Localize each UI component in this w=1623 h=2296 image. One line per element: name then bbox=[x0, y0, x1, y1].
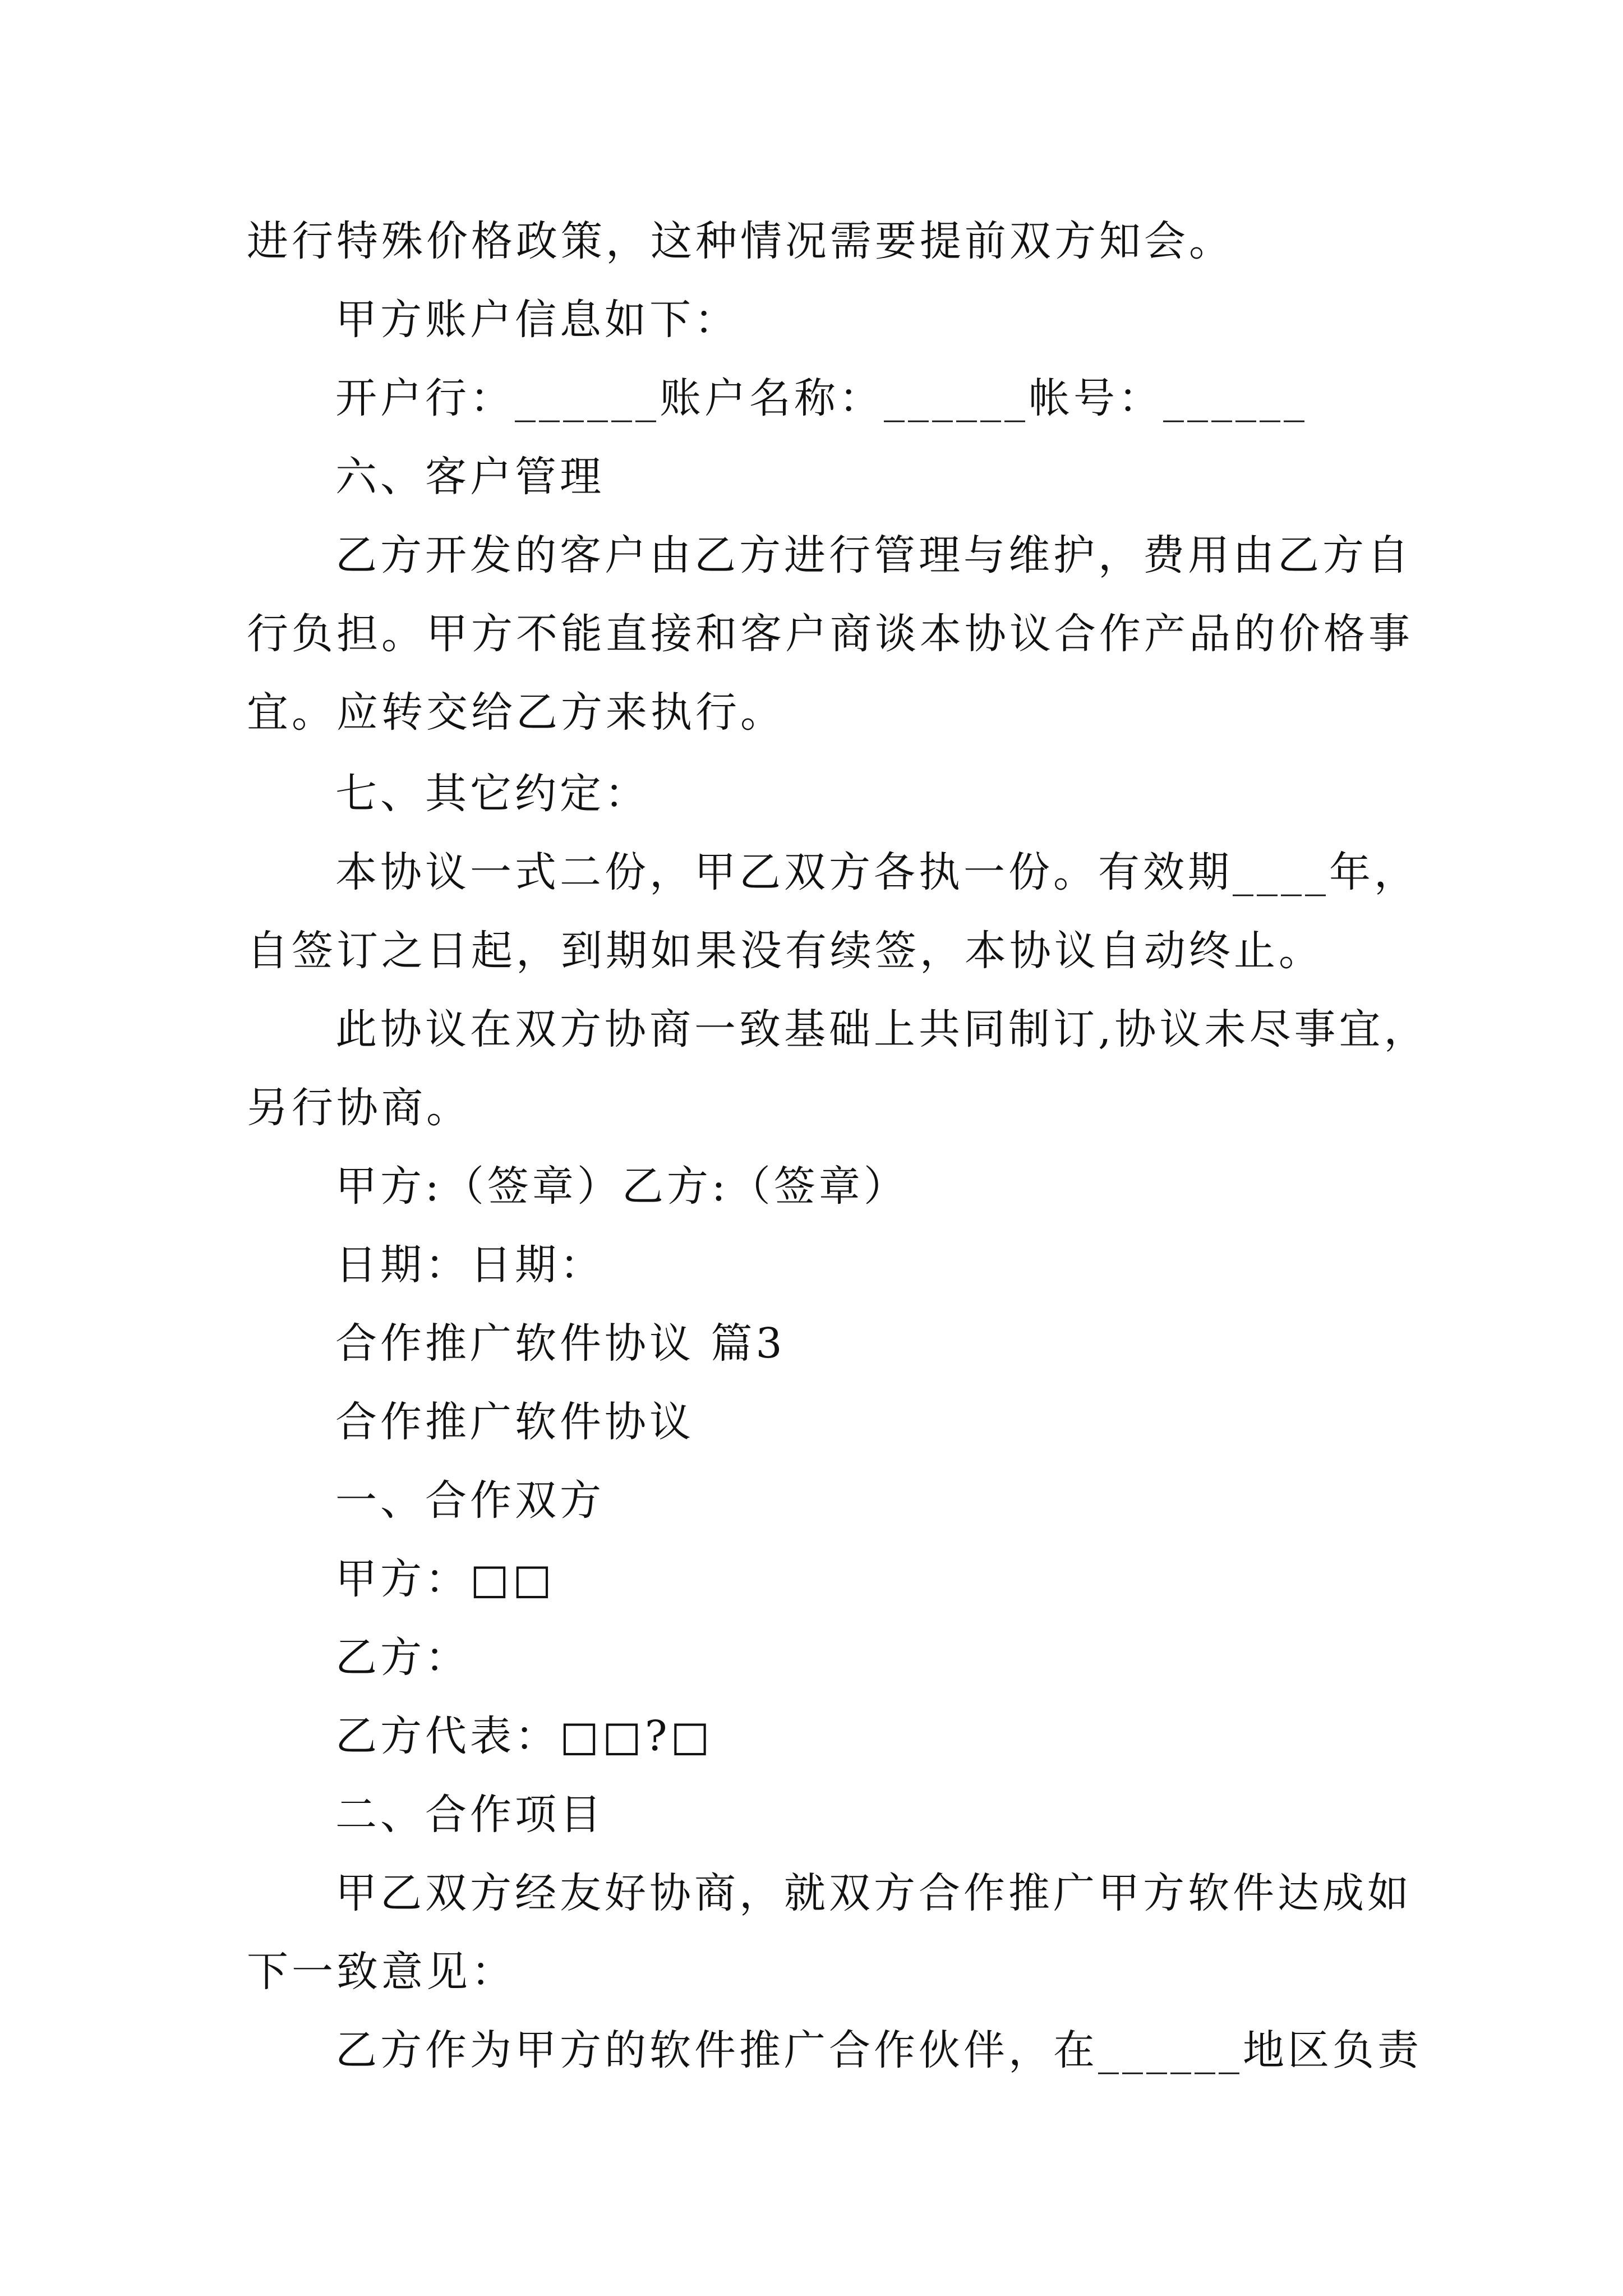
text-line: 行负担。甲方不能直接和客户商谈本协议合作产品的价格事 bbox=[247, 610, 1413, 658]
section-heading: 二、合作项目 bbox=[335, 1791, 605, 1839]
section-heading: 一、合作双方 bbox=[335, 1476, 605, 1525]
signature-line: 甲方:（签章）乙方:（签章） bbox=[335, 1162, 909, 1211]
section-heading: 七、其它约定： bbox=[335, 770, 649, 818]
text-line: 乙方作为甲方的软件推广合作伙伴，在______地区负责 bbox=[335, 2026, 1422, 2074]
text-line: 此协议在双方协商一致基础上共同制订,协议未尽事宜， bbox=[335, 1005, 1429, 1053]
text-line: 宜。应转交给乙方来执行。 bbox=[247, 688, 785, 737]
party-a-line: 甲方：□□ bbox=[335, 1555, 555, 1603]
text-line: 下一致意见： bbox=[247, 1948, 516, 1996]
text-line: 甲方账户信息如下： bbox=[335, 296, 739, 344]
text-line: 进行特殊价格政策，这种情况需要提前双方知会。 bbox=[247, 217, 1234, 265]
text-line: 甲乙双方经友好协商，就双方合作推广甲方软件达成如 bbox=[335, 1869, 1412, 1917]
text-line: 自签订之日起，到期如果没有续签，本协议自动终止。 bbox=[247, 927, 1324, 975]
text-line: 另行协商。 bbox=[247, 1084, 471, 1132]
date-line: 日期：日期： bbox=[335, 1241, 605, 1289]
text-line: 乙方开发的客户由乙方进行管理与维护，费用由乙方自 bbox=[335, 531, 1412, 579]
account-info-line: 开户行：______账户名称：______帐号：______ bbox=[335, 374, 1308, 422]
section-heading: 六、客户管理 bbox=[335, 453, 605, 501]
party-b-line: 乙方： bbox=[335, 1634, 470, 1682]
document-title: 合作推广软件协议 篇3 bbox=[335, 1319, 786, 1368]
party-b-representative-line: 乙方代表：□□?□ bbox=[335, 1712, 713, 1760]
text-line: 本协议一式二份，甲乙双方各执一份。有效期____年， bbox=[335, 848, 1419, 896]
document-subtitle: 合作推广软件协议 bbox=[335, 1398, 694, 1446]
